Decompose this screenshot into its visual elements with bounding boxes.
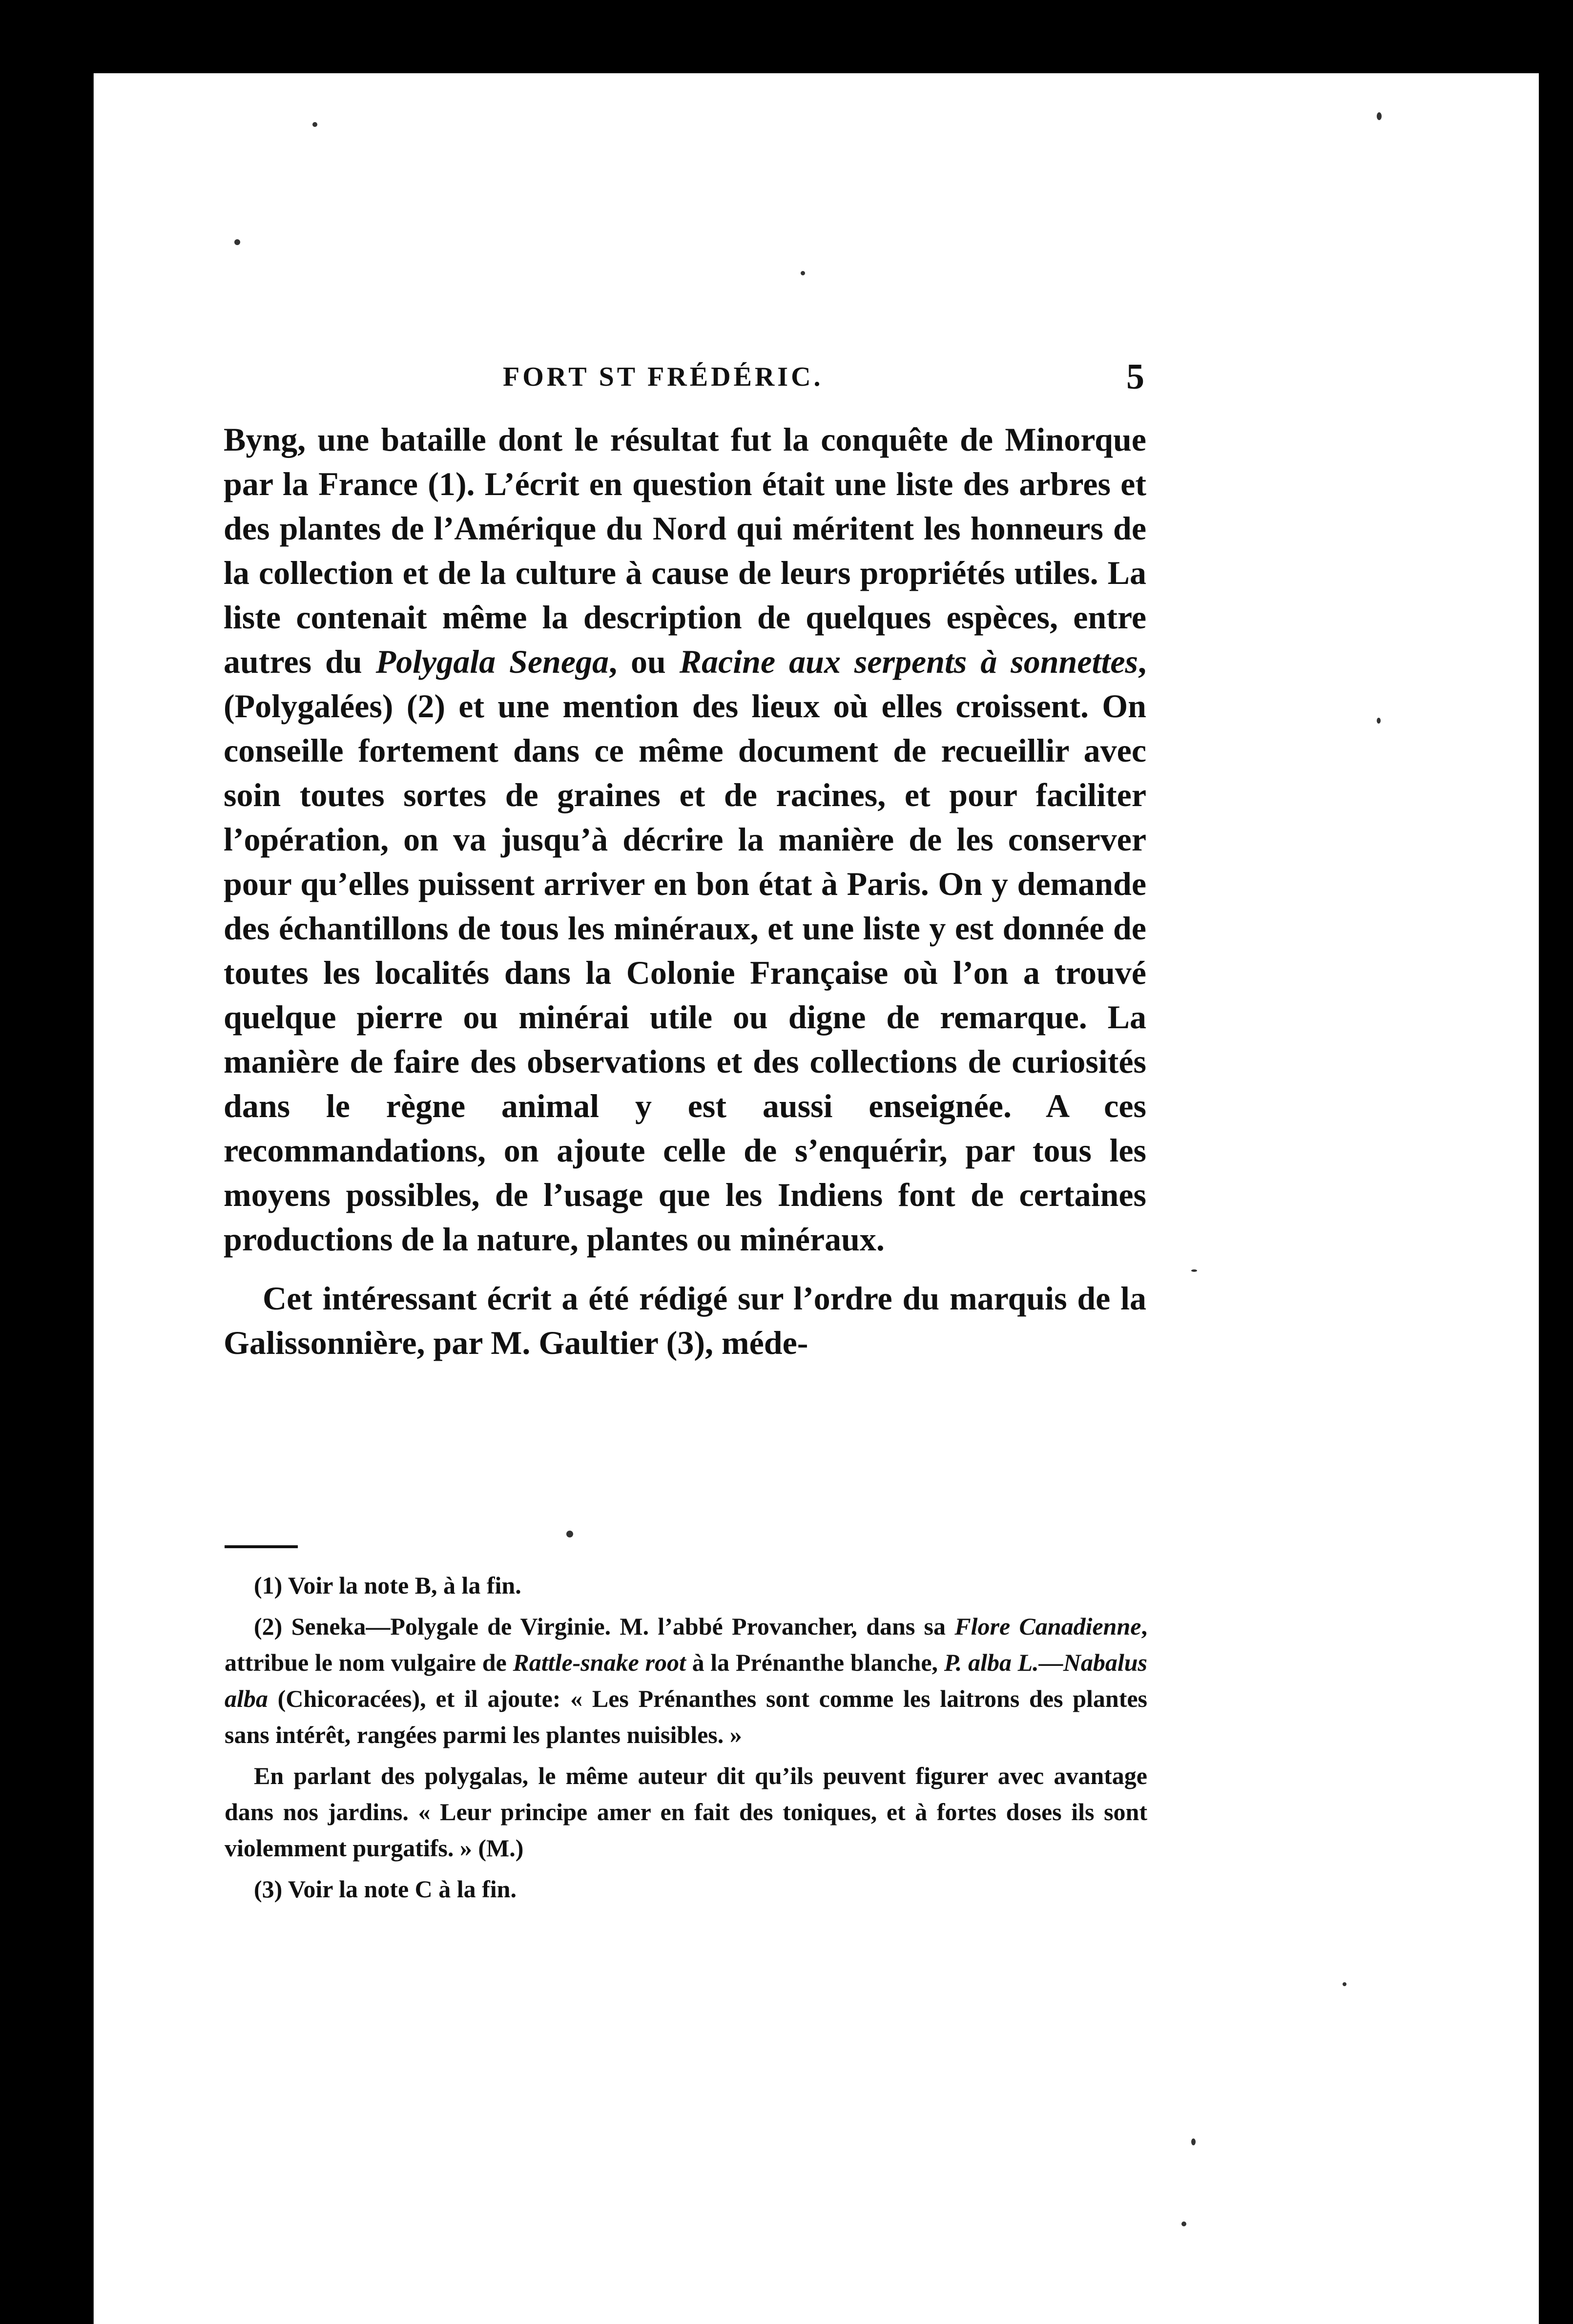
italic-term: Polygala Senega <box>375 643 609 680</box>
scan-speck <box>1191 2138 1196 2145</box>
scan-speck <box>1377 112 1382 120</box>
footnote-separator <box>225 1545 298 1548</box>
main-text <box>224 417 1146 1365</box>
text-run: , attribue le nom vulgaire de <box>225 1613 1147 1676</box>
running-header <box>503 356 1147 410</box>
page-number: 5 <box>1126 357 1147 397</box>
italic-term: Racine aux serpents à sonnettes <box>679 643 1138 680</box>
text-run: Byng, une bataille dont le résultat fut la conquête de Minorque par la France (1). L’écrit en question était une liste des arbres et des plantes de l’Amérique du Nord qui méritent les honneurs de la collection et de la culture à cause de leurs propriétés utiles. La liste contenait même la description de quelques espèces, entre autres du <box>224 421 1146 680</box>
paragraph <box>224 417 1146 1262</box>
text-run: (2) Seneka—Polygale de Virginie. M. l’abbé Provancher, dans sa <box>254 1613 955 1640</box>
italic-term: Rattle-snake root <box>513 1649 686 1676</box>
text-run: à la Prénanthe blanche, <box>685 1649 944 1676</box>
paragraph: Cet intéressant écrit a été rédigé sur l’ordre du marquis de la Galissonnière, par M. Gaultier (3), méde- <box>224 1280 1146 1361</box>
footnotes <box>225 1567 1147 1912</box>
footnote-2-continued: En parlant des polygalas, le même auteur dit qu’ils peuvent figurer avec avantage dans nos jardins. « Leur principe amer en fait des toniques, et à fortes doses ils sont violemment purgatifs. » (M.) <box>225 1762 1147 1862</box>
scan-speck <box>1191 1269 1197 1272</box>
scan-speck <box>1377 718 1381 724</box>
scan-speck <box>1181 2221 1186 2226</box>
footnote-3: (3) Voir la note C à la fin. <box>254 1875 517 1903</box>
text-run: (Chicoracées), et il ajoute: « Les Prénanthes sont comme les laitrons des plantes sans intérêt, rangées parmi les plantes nuisibles. » <box>225 1685 1147 1748</box>
footnote-2 <box>225 1608 1147 1753</box>
scan-speck <box>1343 1982 1346 1986</box>
scan-speck <box>801 271 805 275</box>
text-run: , ou <box>609 643 680 680</box>
text-run: , (Polygalées) (2) et une mention des lieux où elles croissent. On conseille fortement dans ce même document de recueillir avec soin toutes sortes de graines et de racines, et pour faciliter l’opération, on va jusqu’à décrire la manière de les conserver pour qu’elles puissent arriver en bon état à Paris. On y demande des échantillons de tous les minéraux, et une liste y est donnée de toutes les localités dans la Colonie Française où l’on a trouvé quelque pierre ou minérai utile ou digne de remarque. La manière de faire des observations et des collections de curiosités dans le règne animal y est aussi enseignée. A ces recommandations, on ajoute celle de s’enquérir, par tous les moyens possibles, de l’usage que les Indiens font de certaines productions de la nature, plantes ou minéraux. <box>224 643 1146 1258</box>
scan-speck <box>566 1531 573 1537</box>
italic-term: P. alba L.—Nabalus alba <box>225 1649 1147 1712</box>
scan-speck <box>312 122 317 127</box>
running-title: FORT ST FRÉDÉRIC. <box>503 362 824 392</box>
italic-term: Flore Canadienne <box>954 1613 1141 1640</box>
scan-speck <box>234 239 240 245</box>
footnote-1: (1) Voir la note B, à la fin. <box>254 1572 521 1599</box>
